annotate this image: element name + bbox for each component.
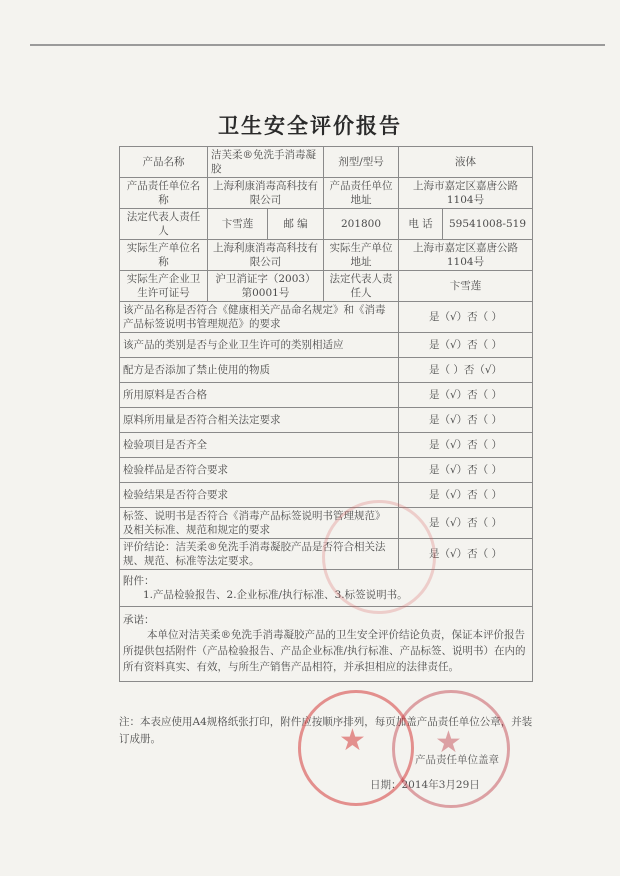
promise-text: 本单位对洁芙柔®免洗手消毒凝胶产品的卫生安全评价结论负责，保证本评价报告所提供包括附件（产品检验报告、产品企业标准/执行标准、产品标签、说明书）在内的所有资料真实、有效，与所生产销售产品相符，并承担相应的法律责任。 xyxy=(123,629,526,673)
phone-value: 59541008-519 xyxy=(443,209,533,240)
product-name-label: 产品名称 xyxy=(120,147,208,178)
promise-label: 承诺： xyxy=(123,614,155,626)
check-row xyxy=(120,539,533,570)
signer-label: 产品责任单位盖章 xyxy=(415,754,499,766)
resp-addr-label: 产品责任单位地址 xyxy=(324,178,399,209)
footnote: 注：本表应使用A4规格纸张打印，附件应按顺序排列，每页加盖产品责任单位公章，并装订成册。 xyxy=(119,716,533,745)
legal-rep-label: 法定代表人责任人 xyxy=(120,209,208,240)
legal-rep-value: 卞雪莲 xyxy=(208,209,268,240)
check-answer: 是（√）否（ ） xyxy=(399,458,533,483)
postcode-label: 邮 编 xyxy=(268,209,324,240)
check-answer: 是（√）否（ ） xyxy=(399,302,533,333)
product-name-value: 洁芙柔®免洗手消毒凝胶 xyxy=(208,147,324,178)
page-title: 卫生安全评价报告 xyxy=(218,113,402,138)
check-question: 所用原料是否合格 xyxy=(120,383,399,408)
check-row xyxy=(120,508,533,539)
check-answer: 是（√）否（ ） xyxy=(399,483,533,508)
attach-row xyxy=(120,570,533,607)
resp-addr-value: 上海市嘉定区嘉唐公路1104号 xyxy=(399,178,533,209)
conclusion-answer: 是（√）否（ ） xyxy=(399,539,533,570)
check-row xyxy=(120,358,533,383)
mfr-addr-label: 实际生产单位地址 xyxy=(324,240,399,271)
promise-row xyxy=(120,607,533,682)
star-icon: ★ xyxy=(435,725,462,760)
phone-label: 电 话 xyxy=(399,209,443,240)
check-question: 该产品的类别是否与企业卫生许可的类别相适应 xyxy=(120,333,399,358)
table-row xyxy=(120,209,533,240)
mfr-rep-value: 卞雪莲 xyxy=(399,271,533,302)
check-row xyxy=(120,333,533,358)
check-row xyxy=(120,458,533,483)
check-answer: 是（√）否（ ） xyxy=(399,333,533,358)
check-answer: 是（√）否（ ） xyxy=(399,383,533,408)
check-row xyxy=(120,433,533,458)
attach-text: 1.产品检验报告、2.企业标准/执行标准、3.标签说明书。 xyxy=(143,589,408,601)
license-label: 实际生产企业卫生许可证号 xyxy=(120,271,208,302)
scan-top-border xyxy=(30,44,605,46)
sign-date: 日期：2014年3月29日 xyxy=(370,779,480,791)
evaluation-table xyxy=(119,146,533,682)
check-question: 该产品名称是否符合《健康相关产品命名规定》和《消毒产品标签说明书管理规范》的要求 xyxy=(120,302,399,333)
mfr-unit-value: 上海利康消毒高科技有限公司 xyxy=(208,240,324,271)
check-question: 原料所用量是否符合相关法定要求 xyxy=(120,408,399,433)
resp-unit-value: 上海利康消毒高科技有限公司 xyxy=(208,178,324,209)
mfr-rep-label: 法定代表人责任人 xyxy=(324,271,399,302)
check-question: 标签、说明书是否符合《消毒产品标签说明书管理规范》及相关标准、规范和规定的要求 xyxy=(120,508,399,539)
mfr-addr-value: 上海市嘉定区嘉唐公路1104号 xyxy=(399,240,533,271)
postcode-value: 201800 xyxy=(324,209,399,240)
check-row xyxy=(120,302,533,333)
license-value: 沪卫消证字（2003）第0001号 xyxy=(208,271,324,302)
check-row xyxy=(120,383,533,408)
conclusion-question: 评价结论：洁芙柔®免洗手消毒凝胶产品是否符合相关法规、规范、标准等法定要求。 xyxy=(120,539,399,570)
check-question: 配方是否添加了禁止使用的物质 xyxy=(120,358,399,383)
mfr-unit-label: 实际生产单位名称 xyxy=(120,240,208,271)
star-icon: ★ xyxy=(339,723,366,758)
table-row xyxy=(120,240,533,271)
table-row xyxy=(120,271,533,302)
table-row xyxy=(120,178,533,209)
check-row xyxy=(120,483,533,508)
check-answer: 是（√）否（ ） xyxy=(399,408,533,433)
check-answer: 是（√）否（ ） xyxy=(399,433,533,458)
check-question: 检验项目是否齐全 xyxy=(120,433,399,458)
check-row xyxy=(120,408,533,433)
check-question: 检验结果是否符合要求 xyxy=(120,483,399,508)
dosage-label: 剂型/型号 xyxy=(324,147,399,178)
check-question: 检验样品是否符合要求 xyxy=(120,458,399,483)
check-answer: 是（ ）否（√） xyxy=(399,358,533,383)
attach-label: 附件： xyxy=(123,575,155,587)
table-row xyxy=(120,147,533,178)
check-answer: 是（√）否（ ） xyxy=(399,508,533,539)
resp-unit-label: 产品责任单位名称 xyxy=(120,178,208,209)
dosage-value: 液体 xyxy=(399,147,533,178)
